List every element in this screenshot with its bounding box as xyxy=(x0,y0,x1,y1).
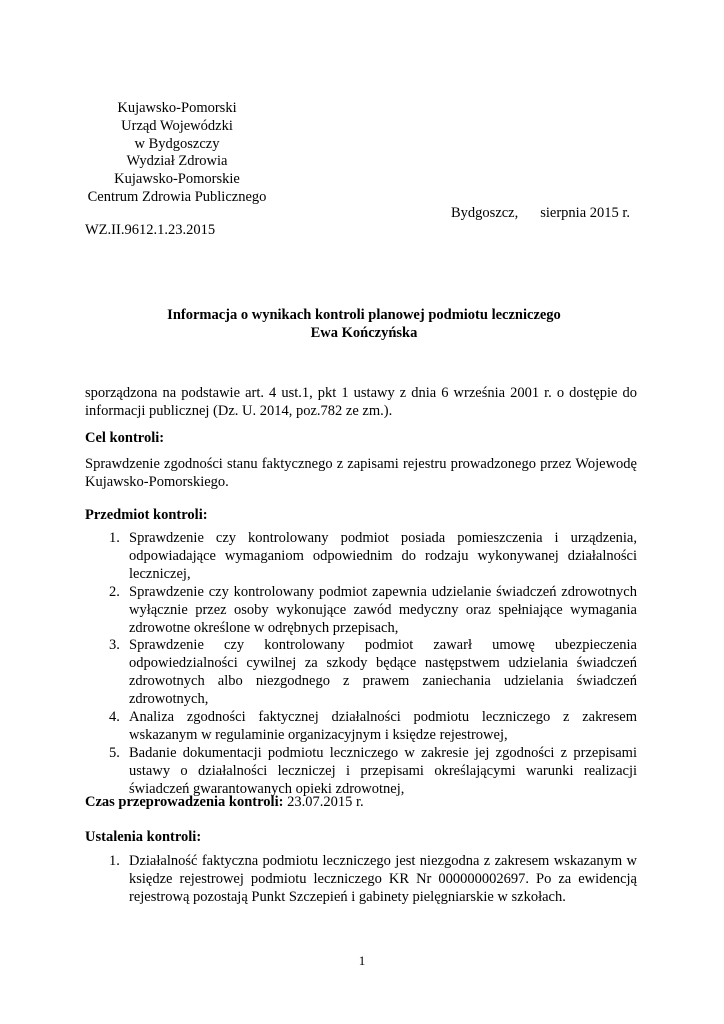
list-text: Sprawdzenie czy kontrolowany podmiot posiada pomieszczenia i urządzenia, odpowiadające wymaganiom odpowiednim do rodzaju wykonywanej działalności leczniczej, xyxy=(129,530,637,582)
list-number: 1. xyxy=(109,853,120,869)
list-item xyxy=(85,584,637,638)
place-date xyxy=(451,205,630,222)
sender-block xyxy=(84,100,270,207)
list-item xyxy=(85,853,637,907)
list-text: Sprawdzenie czy kontrolowany podmiot zawarł umowę ubezpieczenia odpowiedzialności cywilnej za szkody będące następstwem udzielania świadczeń zdrowotnych albo niezgodnego z prawem zaniechania udzielania świadczeń zdrowotnych, xyxy=(129,637,637,708)
sender-line: w Bydgoszczy xyxy=(134,135,220,152)
sender-line: Centrum Zdrowia Publicznego xyxy=(87,188,267,205)
reference-number: WZ.II.9612.1.23.2015 xyxy=(85,222,216,238)
przedmiot-list xyxy=(85,530,637,799)
title-line-2: Ewa Kończyńska xyxy=(310,325,418,341)
list-number: 2. xyxy=(109,583,120,600)
czas-value: 23.07.2015 r. xyxy=(283,794,364,810)
ustalenia-heading: Ustalenia kontroli: xyxy=(85,829,202,845)
list-number: 1. xyxy=(109,530,120,546)
cel-heading: Cel kontroli: xyxy=(85,430,165,446)
czas-kontroli xyxy=(85,794,364,811)
sender-line: Kujawsko-Pomorski xyxy=(117,100,237,116)
sender-line: Kujawsko-Pomorskie xyxy=(114,171,240,188)
list-number: 3. xyxy=(109,637,120,654)
place: Bydgoszcz, xyxy=(451,205,519,221)
title-line-1: Informacja o wynikach kontroli planowej podmiotu leczniczego xyxy=(167,307,561,323)
page-number: 1 xyxy=(358,953,366,968)
list-item xyxy=(85,530,637,584)
sender-line: Wydział Zdrowia xyxy=(126,153,228,170)
legal-basis: sporządzona na podstawie art. 4 ust.1, pkt 1 ustawy z dnia 6 września 2001 r. o dostępie do informacji publicznej (Dz. U. 2014, poz.782 ze zm.). xyxy=(85,385,637,419)
list-item xyxy=(85,637,637,709)
list-item xyxy=(85,709,637,745)
przedmiot-heading: Przedmiot kontroli: xyxy=(85,507,208,523)
cel-text: Sprawdzenie zgodności stanu faktycznego z zapisami rejestru prowadzonego przez Wojewodę Kujawsko-Pomorskiego. xyxy=(85,456,637,490)
list-number: 4. xyxy=(109,709,120,726)
date: sierpnia 2015 r. xyxy=(540,205,631,221)
list-text: Sprawdzenie czy kontrolowany podmiot zapewnia udzielanie świadczeń zdrowotnych wyłącznie przez osoby wykonujące zawód medyczny oraz spełniające wymagania zdrowotne określone w odrębnych przepisach, xyxy=(129,583,637,636)
ustalenia-list xyxy=(85,853,637,907)
list-text: Działalność faktyczna podmiotu leczniczego jest niezgodna z zakresem wskazanym w księdze rejestrowej podmiotu leczniczego KR Nr 000000002697. Po za ewidencją rejestrową pozostają Punkt Szczepień i gabinety pielęgniarskie w szkołach. xyxy=(129,853,637,905)
list-item xyxy=(85,745,637,799)
sender-line: Urząd Wojewódzki xyxy=(121,117,233,134)
document-title xyxy=(84,306,644,342)
list-text: Analiza zgodności faktycznej działalności podmiotu leczniczego z zakresem wskazanym w regulaminie organizacyjnym i księdze rejestrowej, xyxy=(129,709,637,743)
list-number: 5. xyxy=(109,744,120,761)
list-text: Badanie dokumentacji podmiotu leczniczego w zakresie jej zgodności z przepisami ustawy o działalności leczniczej i przepisami określającymi warunki realizacji świadczeń gwarantowanych opieki zdrowotnej, xyxy=(129,744,637,797)
czas-label: Czas przeprowadzenia kontroli: xyxy=(85,794,284,810)
